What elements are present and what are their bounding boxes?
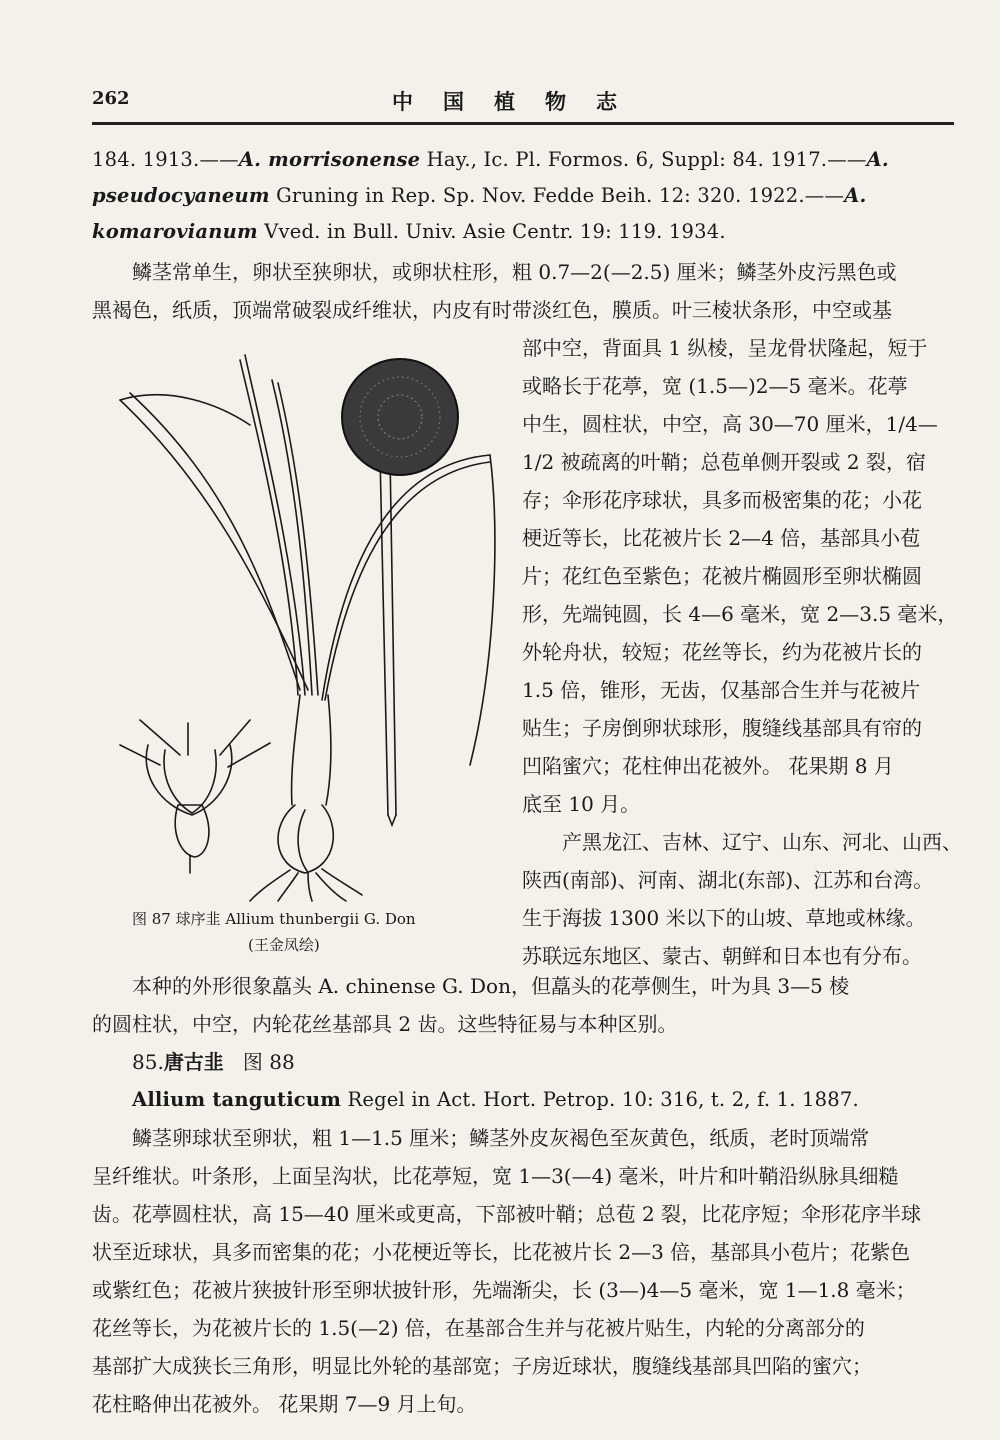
note-line: 本种的外形很象藠头 A. chinense G. Don，但藠头的花葶侧生，叶为具 3—5 棱 (132, 974, 850, 998)
desc2-line: 鳞茎卵球状至卵状，粗 1—1.5 厘米；鳞茎外皮灰褐色至灰黄色，纸质，老时顶端常 (132, 1126, 870, 1150)
species-name: 唐古韭 (163, 1050, 224, 1074)
page-number: 262 (92, 88, 130, 109)
dist-line: 陕西(南部)、河南、湖北(东部)、江苏和台湾。 (522, 868, 934, 892)
species-latin-line (132, 1090, 859, 1110)
species-citation: Regel in Act. Hort. Petrop. 10: 316, t. 2, f. 1. 1887. (341, 1088, 859, 1111)
species-latin-name: Allium tanguticum (132, 1088, 342, 1111)
synonym-text: Hay., Ic. Pl. Formos. 6, Suppl: 84. 1917.—— (420, 148, 867, 171)
desc-line: 片；花红色至紫色；花被片椭圆形至卵状椭圆 (522, 564, 922, 588)
desc2-line: 齿。花葶圆柱状，高 15—40 厘米或更高，下部被叶鞘；总苞 2 裂，比花序短；伞形花序半球 (92, 1202, 922, 1226)
synonym-text: 184. 1913.—— (92, 148, 239, 171)
synonym-text: Vved. in Bull. Univ. Asie Centr. 19: 119. 1934. (257, 220, 726, 243)
desc-line: 贴生；子房倒卵状球形，腹缝线基部具有帘的 (522, 716, 922, 740)
figure-caption: 图 87 球序韭 Allium thunbergii G. Don (132, 910, 416, 928)
desc-line: 中生，圆柱状，中空，高 30—70 厘米，1/4— (522, 412, 938, 436)
desc2-line: 或紫红色；花被片狭披针形至卵状披针形，先端渐尖，长 (3—)4—5 毫米，宽 1—1.8 毫米； (92, 1278, 916, 1302)
species-number: 85. (132, 1050, 164, 1074)
page-header (92, 82, 954, 125)
desc2-line: 呈纤维状。叶条形，上面呈沟状，比花葶短，宽 1—3(—4) 毫米，叶片和叶鞘沿纵脉具细糙 (92, 1164, 899, 1188)
synonym-taxon: pseudocyaneum (92, 184, 270, 207)
desc2-line: 花柱略伸出花被外。 花果期 7—9 月上旬。 (92, 1392, 477, 1416)
synonym-taxon: komarovianum (92, 220, 258, 243)
dist-line: 苏联远东地区、蒙古、朝鲜和日本也有分布。 (522, 944, 922, 968)
figure-credit: (王金凤绘) (248, 936, 320, 954)
desc-line: 黑褐色，纸质，顶端常破裂成纤维状，内皮有时带淡红色，膜质。叶三棱状条形，中空或基 (92, 298, 892, 322)
desc2-line: 基部扩大成狭长三角形，明显比外轮的基部宽；子房近球状，腹缝线基部具凹陷的蜜穴； (92, 1354, 872, 1378)
desc2-line: 花丝等长，为花被片长的 1.5(—2) 倍，在基部合生并与花被片贴生，内轮的分离部分的 (92, 1316, 865, 1340)
desc-line: 部中空，背面具 1 纵棱，呈龙骨状隆起，短于 (522, 336, 928, 360)
book-title: 中国植物志 (392, 89, 647, 114)
dist-line: 生于海拔 1300 米以下的山坡、草地或林缘。 (522, 906, 926, 930)
desc-line: 外轮舟状，较短；花丝等长，约为花被片长的 (522, 640, 922, 664)
note-line: 的圆柱状，中空，内轮花丝基部具 2 齿。这些特征易与本种区别。 (92, 1012, 678, 1036)
synonym-taxon: A. (844, 184, 867, 207)
dist-line: 产黑龙江、吉林、辽宁、山东、河北、山西、 (562, 830, 962, 854)
desc-line: 1/2 被疏离的叶鞘；总苞单侧开裂或 2 裂，宿 (522, 450, 926, 474)
synonym-line-2 (92, 186, 867, 206)
desc-line: 1.5 倍，锥形，无齿，仅基部合生并与花被片 (522, 678, 921, 702)
plant-illustration (100, 335, 500, 903)
desc2-line: 状至近球状，具多而密集的花；小花梗近等长，比花被片长 2—3 倍，基部具小苞片；花紫色 (92, 1240, 911, 1264)
synonym-line-3 (92, 222, 726, 242)
desc-line: 鳞茎常单生，卵状至狭卵状，或卵状柱形，粗 0.7—2(—2.5) 厘米；鳞茎外皮污黑色或 (132, 260, 897, 284)
synonym-taxon: A. (866, 148, 889, 171)
umbel-head (342, 359, 458, 475)
figure-reference: 图 88 (242, 1050, 295, 1074)
desc-line: 凹陷蜜穴；花柱伸出花被外。 花果期 8 月 (522, 754, 894, 778)
desc-line: 存；伞形花序球状，具多而极密集的花；小花 (522, 488, 922, 512)
synonym-text: Gruning in Rep. Sp. Nov. Fedde Beih. 12: 320. 1922.—— (269, 184, 845, 207)
synonym-taxon: A. morrisonense (238, 148, 421, 171)
desc-line: 底至 10 月。 (522, 792, 641, 816)
desc-line: 梗近等长，比花被片长 2—4 倍，基部具小苞 (522, 526, 921, 550)
desc-line: 或略长于花葶，宽 (1.5—)2—5 毫米。花葶 (522, 374, 908, 398)
desc-line: 形，先端钝圆，长 4—6 毫米，宽 2—3.5 毫米， (522, 602, 958, 626)
synonym-line-1 (92, 150, 889, 170)
species-heading (132, 1052, 295, 1072)
